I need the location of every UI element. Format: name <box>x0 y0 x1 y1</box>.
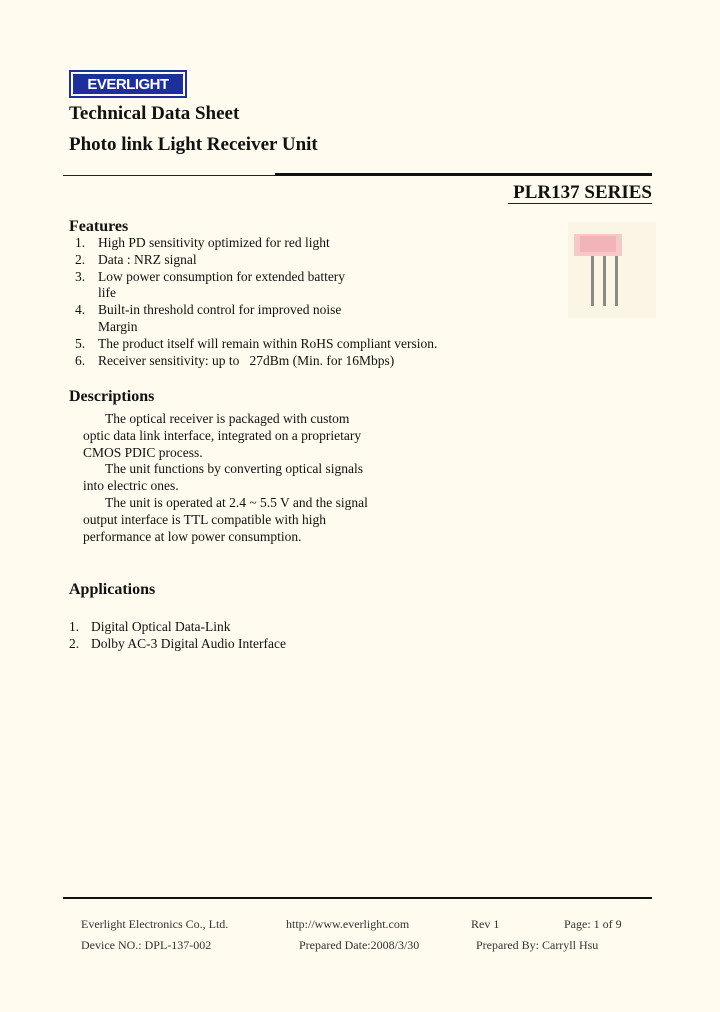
list-item: 2. Dolby AC-3 Digital Audio Interface <box>69 636 286 651</box>
header-rule-thick <box>275 173 652 176</box>
descriptions-heading: Descriptions <box>69 388 155 405</box>
header-rule-thin <box>63 175 275 176</box>
footer-page: Page: 1 of 9 <box>564 917 622 931</box>
list-item: 1. High PD sensitivity optimized for red light <box>75 235 330 250</box>
footer-rev: Rev 1 <box>471 917 500 931</box>
list-item: 2. Data : NRZ signal <box>75 251 197 267</box>
footer-rule <box>63 897 652 899</box>
footer-company: Everlight Electronics Co., Ltd. <box>81 917 229 931</box>
list-item: 5. The product itself will remain within RoHS compliant version. <box>75 335 438 351</box>
footer-prepared-date: Prepared Date:2008/3/30 <box>299 938 420 952</box>
doc-title: Technical Data Sheet <box>69 103 240 124</box>
features-list <box>69 235 488 369</box>
doc-subtitle: Photo link Light Receiver Unit <box>69 134 318 155</box>
footer-prepared-by: Prepared By: Carryll Hsu <box>476 938 599 952</box>
applications-heading: Applications <box>69 581 156 598</box>
product-image <box>568 222 656 318</box>
footer-device-no: Device NO.: DPL-137-002 <box>81 938 212 952</box>
series-title: PLR137 SERIES <box>513 182 652 203</box>
footer-url[interactable]: http://www.everlight.com <box>286 917 410 931</box>
list-item: 4. Built-in threshold control for improved noise Margin <box>75 302 342 334</box>
descriptions-body: The optical receiver is packaged with custom optic data link interface, integrated on a proprietary CMOS PDIC process. The unit functions by converting optical signals into electric ones. The unit is operated at 2.4 ~ 5.5 V and the signal output interface is TTL compatible with high performance at low power consumption. <box>83 411 368 544</box>
list-item: 3. Low power consumption for extended battery life <box>75 268 346 301</box>
everlight-logo <box>69 70 187 98</box>
series-underline <box>508 203 652 204</box>
list-item: 1. Digital Optical Data-Link <box>69 619 231 634</box>
features-heading: Features <box>69 218 129 235</box>
logo-text: EVERLIGHT <box>73 74 183 94</box>
list-item: 6. Receiver sensitivity: up to 27dBm (Min. for 16Mbps) <box>75 352 395 368</box>
applications-list <box>69 618 286 652</box>
